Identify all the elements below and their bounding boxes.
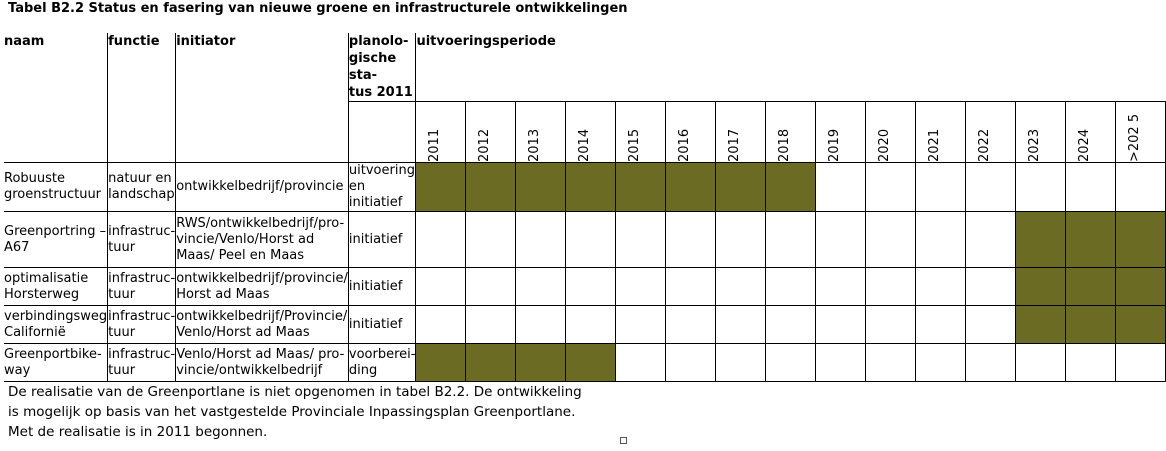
period-cell-2024 [1066,163,1116,212]
cell-line: tuur [108,239,136,255]
period-cell-2022 [966,268,1016,306]
year-label: 2012 [477,128,493,162]
period-cell-2018 [766,306,816,344]
year-label: 2019 [827,128,843,162]
cell-line: landschap [108,187,175,202]
period-cell-2013 [516,268,566,306]
table-title: Tabel B2.2 Status en fasering van nieuwe groene en infrastructurele ontwikkelingen [8,1,628,16]
year-header-14 [1116,102,1166,163]
period-cell-2020 [866,344,916,382]
cell-line: RWS/ontwikkelbedrijf/pro- [176,215,345,231]
period-cell-2018 [766,344,816,382]
period-cell-2024 [1066,268,1116,306]
cell-status [348,268,416,306]
period-cell-2018 [766,163,816,212]
period-cell-2014 [566,306,616,344]
cell-line: infrastruc- [108,270,176,286]
cell-line: ontwikkelbedrijf/Provincie/ [176,308,348,324]
cell-initiator [176,212,349,268]
table-row [4,268,1166,306]
period-cell-2019 [816,344,866,382]
cell-line: infrastruc- [108,223,176,239]
period-cell-2011 [416,163,466,212]
footnote-line: is mogelijk op basis van het vastgestelde Provinciale Inpassingsplan Greenportlane. [8,404,576,420]
year-header-3 [566,102,616,163]
period-cell-2019 [816,306,866,344]
period-cell-2013 [516,344,566,382]
year-label: 2013 [527,128,543,162]
cell-line: Robuuste [4,171,66,186]
anchor-marker-icon [620,437,627,444]
cell-naam [4,212,108,268]
period-cell-2017 [716,212,766,268]
year-header-11 [966,102,1016,163]
period-cell-2019 [816,268,866,306]
cell-line: Greenportring – [4,223,107,239]
year-header-5 [666,102,716,163]
period-cell-2022 [966,344,1016,382]
period-cell-2015 [616,344,666,382]
year-label: 2011 [427,128,443,162]
year-header-9 [866,102,916,163]
period-cell-2020 [866,306,916,344]
period-cell-2022 [966,212,1016,268]
cell-functie [108,268,176,306]
cell-line: voorberei- [348,346,416,362]
period-cell-2012 [466,268,516,306]
year-header-10 [916,102,966,163]
period-cell-2018 [766,268,816,306]
cell-line: A67 [4,239,30,255]
period-cell-2016 [666,212,716,268]
year-label: 2017 [727,128,743,162]
cell-naam [4,306,108,344]
cell-line: groenstructuur [4,187,102,202]
cell-status [348,212,416,268]
year-label: 2022 [977,128,993,162]
cell-line: Venlo/Horst ad Maas [176,324,310,340]
cell-functie [108,212,176,268]
cell-initiator [176,306,349,344]
cell-line: optimalisatie [4,270,89,286]
footnote-line: Met de realisatie is in 2011 begonnen. [8,424,268,440]
period-cell-2025 [1116,344,1166,382]
year-label: 2021 [927,128,943,162]
period-cell-2018 [766,212,816,268]
period-cell-2017 [716,344,766,382]
cell-line: Maas/ Peel en Maas [176,247,305,263]
period-cell-2025 [1116,306,1166,344]
cell-functie [108,163,176,212]
cell-status [348,306,416,344]
period-cell-2023 [1016,212,1066,268]
status-table [4,33,1166,382]
period-cell-2016 [666,306,716,344]
period-cell-2016 [666,163,716,212]
cell-initiator [176,344,349,382]
cell-line: ding [348,362,378,378]
cell-naam [4,268,108,306]
period-cell-2019 [816,163,866,212]
period-cell-2023 [1016,268,1066,306]
period-cell-2012 [466,306,516,344]
cell-functie [108,344,176,382]
period-cell-2011 [416,306,466,344]
period-cell-2015 [616,163,666,212]
period-cell-2012 [466,163,516,212]
period-cell-2024 [1066,212,1116,268]
cell-line: Venlo/Horst ad Maas/ pro- [176,346,345,362]
header-functie: functie [108,33,176,163]
cell-naam [4,163,108,212]
cell-naam [4,344,108,382]
period-cell-2015 [616,212,666,268]
cell-line: verbindingsweg [4,308,108,324]
year-label: 2016 [677,128,693,162]
period-cell-2014 [566,268,616,306]
table-row [4,344,1166,382]
header-planologische-status-spacer [348,102,416,163]
period-cell-2016 [666,268,716,306]
cell-initiator [176,268,349,306]
period-cell-2023 [1016,163,1066,212]
period-cell-2024 [1066,344,1116,382]
period-cell-2015 [616,268,666,306]
period-cell-2021 [916,306,966,344]
year-header-13 [1066,102,1116,163]
cell-line: initiatief [348,278,403,294]
table-row [4,163,1166,212]
period-cell-2012 [466,344,516,382]
period-cell-2024 [1066,306,1116,344]
year-label: 2014 [577,128,593,162]
cell-line: en initiatief [348,179,403,210]
cell-line: infrastruc- [108,346,176,362]
year-header-1 [466,102,516,163]
cell-line: initiatief [348,316,403,332]
period-cell-2011 [416,212,466,268]
header-planologische-status: planolo- gische sta- tus 2011 [348,33,416,102]
cell-line: uitvoering [348,163,415,178]
period-cell-2023 [1016,344,1066,382]
period-cell-2014 [566,163,616,212]
period-cell-2022 [966,306,1016,344]
period-cell-2013 [516,212,566,268]
year-header-7 [766,102,816,163]
cell-line: way [4,362,31,378]
period-cell-2015 [616,306,666,344]
cell-line: tuur [108,324,136,340]
cell-status [348,344,416,382]
cell-line: Horsterweg [4,286,80,302]
period-cell-2025 [1116,163,1166,212]
period-cell-2014 [566,344,616,382]
year-label: 2018 [777,128,793,162]
year-header-8 [816,102,866,163]
table-row [4,212,1166,268]
period-cell-2017 [716,163,766,212]
period-cell-2021 [916,212,966,268]
period-cell-2017 [716,306,766,344]
cell-line: vincie/Venlo/Horst ad [176,231,315,247]
cell-line: initiatief [348,231,403,247]
year-header-4 [616,102,666,163]
year-header-2 [516,102,566,163]
header-initiator: initiator [176,33,349,163]
period-cell-2023 [1016,306,1066,344]
cell-line: natuur en [108,171,172,186]
period-cell-2016 [666,344,716,382]
period-cell-2019 [816,212,866,268]
cell-line: ontwikkelbedrijf/provincie [176,179,344,194]
cell-line: ontwikkelbedrijf/provincie/ [176,270,348,286]
period-cell-2017 [716,268,766,306]
period-cell-2021 [916,268,966,306]
period-cell-2011 [416,344,466,382]
footnote [8,382,582,442]
period-cell-2011 [416,268,466,306]
period-cell-2012 [466,212,516,268]
period-cell-2025 [1116,212,1166,268]
header-naam: naam [4,33,108,163]
period-cell-2020 [866,268,916,306]
period-cell-2014 [566,212,616,268]
cell-status [348,163,416,212]
header-uitvoeringsperiode: uitvoeringsperiode [416,33,1166,102]
cell-initiator [176,163,349,212]
period-cell-2020 [866,163,916,212]
year-label: 2015 [627,128,643,162]
year-label: 2020 [877,128,893,162]
period-cell-2021 [916,344,966,382]
period-cell-2022 [966,163,1016,212]
year-header-12 [1016,102,1066,163]
year-label: 2024 [1077,128,1093,162]
period-cell-2020 [866,212,916,268]
year-header-6 [716,102,766,163]
cell-line: infrastruc- [108,308,176,324]
cell-line: vincie/ontwikkelbedrijf [176,362,323,378]
year-label: 2023 [1027,128,1043,162]
footnote-line: De realisatie van de Greenportlane is niet opgenomen in tabel B2.2. De ontwikkeling [8,384,582,400]
cell-line: Horst ad Maas [176,286,270,302]
cell-line: tuur [108,286,136,302]
year-header-0 [416,102,466,163]
period-cell-2025 [1116,268,1166,306]
cell-line: Californië [4,324,66,340]
cell-line: tuur [108,362,136,378]
period-cell-2013 [516,163,566,212]
year-label: >202 5 [1127,113,1143,162]
period-cell-2021 [916,163,966,212]
period-cell-2013 [516,306,566,344]
cell-line: Greenportbike- [4,346,102,362]
cell-functie [108,306,176,344]
table-row [4,306,1166,344]
